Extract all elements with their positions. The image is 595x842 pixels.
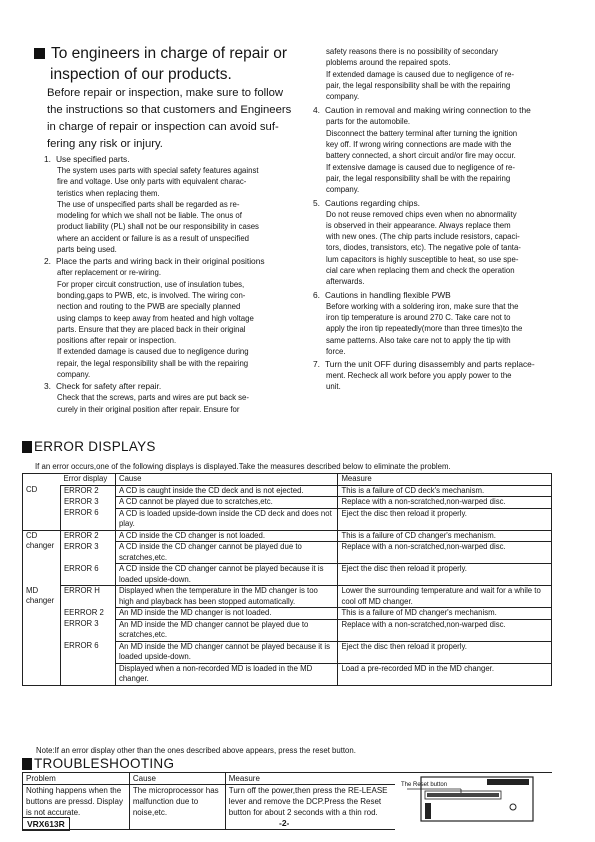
item-5-body: Do not reuse removed chips even when no abnormality is observed in their appearance. Always replace them with new ones. (The chip parts include resistors, capaci- tors, diodes, transistors, etc). The negative pole of tanta- lum capacitors is highly susceptible to heat, so use spe- cial care when replacing them and check the operation afterwards. — [326, 209, 521, 287]
item-1-body: The system uses parts with special safety features against fire and voltage. Use only parts with equivalent charac- teristics when replacing them. The use of unspecified parts shall be regarded as re- modeling for which we shall not be liable. The onus of product liability (PL) shall not be our responsibility in cases where an accident or failure is as a result of unspecified parts being used. — [57, 166, 259, 255]
header-measure: Measure — [338, 474, 552, 486]
reset-button-figure-icon — [401, 775, 541, 823]
table-row — [23, 564, 552, 586]
code-cell: EERROR 2 — [60, 608, 115, 620]
code-cell: ERROR 3 — [60, 542, 115, 564]
cause-cell: An MD inside the MD changer cannot be played because it is loaded upside-down. — [115, 641, 338, 663]
cause-cell: A CD inside the CD changer cannot be played due to scratches,etc. — [115, 542, 338, 564]
header-problem: Problem — [23, 773, 130, 785]
cause-cell: A CD inside the CD changer is not loaded. — [115, 530, 338, 542]
item-3-title: 3. Check for safety after repair. — [44, 381, 162, 392]
code-cell: ERROR 3 — [60, 619, 115, 641]
intro-line: in charge of repair or inspection can avoid suf- — [47, 121, 279, 133]
bullet-square-icon — [22, 758, 32, 770]
problem-cell: Nothing happens when the buttons are pressd. Display is not accurate. — [23, 785, 130, 830]
measure-cell: Replace with a non-scratched,non-warped disc. — [338, 497, 552, 509]
troubleshooting-section-title — [22, 756, 174, 771]
error-intro: If an error occurs,one of the following displays is displayed.Take the measures described below to eliminate the problem. — [35, 462, 451, 471]
code-cell: ERROR 6 — [60, 564, 115, 586]
item-4-title: 4. Caution in removal and making wiring connection to the — [313, 105, 531, 116]
intro-title-line1: To engineers in charge of repair or — [51, 45, 288, 62]
code-cell: ERROR 6 — [60, 508, 115, 530]
intro-line: Before repair or inspection, make sure to follow — [47, 87, 284, 99]
item-7-title: 7. Turn the unit OFF during disassembly and parts replace- — [313, 359, 535, 370]
table-row — [23, 485, 552, 497]
item-1-title: 1. Use specified parts. — [44, 154, 130, 164]
cause-cell: An MD inside the MD changer is not loaded. — [115, 608, 338, 620]
table-row — [23, 641, 552, 663]
group-cell: CD — [23, 485, 61, 497]
item-7-body: ment. Recheck all work before you apply power to the unit. — [326, 371, 512, 392]
table-row — [23, 619, 552, 641]
error-table — [22, 473, 552, 686]
group-cell: MD changer — [23, 586, 61, 686]
measure-cell: Replace with a non-scratched,non-warped disc. — [338, 542, 552, 564]
model-number: VRX613R — [22, 817, 70, 831]
reset-button-label: The Reset button — [400, 782, 448, 788]
table-row — [23, 497, 552, 509]
cause-cell: Displayed when a non-recorded MD is loaded in the MD changer. — [115, 663, 338, 685]
item-4-body: parts for the automobile. Disconnect the battery terminal after turning the ignition key off. If wrong wiring connections are made with the battery connected, a short circuit and/or fire may occur. If extensive damage is caused due to negligence of re- pair, the legal responsibility shall be with the repairing company. — [326, 117, 518, 195]
cause-cell: An MD inside the MD changer cannot be played due to scratches,etc. — [115, 619, 338, 641]
measure-cell: Load a pre-recorded MD in the MD changer. — [338, 663, 552, 685]
measure-cell: Turn off the power,then press the RE-LEASE lever and remove the DCP.Press the Reset button for about 2 seconds with a thin rod. — [225, 785, 395, 830]
cause-cell: The microprocessor has malfunction due to noise,etc. — [129, 785, 225, 830]
intro-heading — [34, 43, 294, 85]
bullet-square-icon — [34, 48, 45, 59]
measure-cell: This is a failure of MD changer's mechanism. — [338, 608, 552, 620]
troubleshooting-header — [23, 773, 553, 785]
measure-cell: Lower the surrounding temperature and wait for a while to cool off MD changer. — [338, 586, 552, 608]
cause-cell: A CD inside the CD changer cannot be played because it is loaded upside-down. — [115, 564, 338, 586]
reset-figure-cell — [395, 773, 552, 830]
item-2-title: 2. Place the parts and wiring back in their original positions — [44, 256, 265, 267]
error-title-text: ERROR DISPLAYS — [34, 439, 156, 454]
left-column — [44, 154, 306, 415]
header-measure: Measure — [225, 773, 395, 785]
measure-cell: This is a failure of CD deck's mechanism. — [338, 485, 552, 497]
error-note: Note:If an error display other than the ones described above appears, press the reset button. — [36, 746, 356, 755]
table-row — [23, 586, 552, 608]
table-row — [23, 542, 552, 564]
measure-cell: Eject the disc then reload it properly. — [338, 508, 552, 530]
intro-line: fering any risk or injury. — [47, 138, 163, 150]
measure-cell: Replace with a non-scratched,non-warped disc. — [338, 619, 552, 641]
bullet-square-icon — [22, 441, 32, 453]
code-cell: ERROR 2 — [60, 485, 115, 497]
header-cause: Cause — [129, 773, 225, 785]
right-column — [313, 46, 573, 393]
intro-paragraph — [47, 85, 307, 153]
measure-cell: Eject the disc then reload it properly. — [338, 564, 552, 586]
intro-title-line2: inspection of our products. — [50, 66, 232, 83]
code-cell: ERROR 2 — [60, 530, 115, 542]
measure-cell: Eject the disc then reload it properly. — [338, 641, 552, 663]
code-cell: ERROR 6 — [60, 641, 115, 685]
cause-cell: A CD is caught inside the CD deck and is not ejected. — [115, 485, 338, 497]
troubleshooting-title-text: TROUBLESHOOTING — [34, 756, 175, 771]
code-cell: ERROR H — [60, 586, 115, 608]
measure-cell: This is a failure of CD changer's mechanism. — [338, 530, 552, 542]
intro-line: the instructions so that customers and Engineers — [47, 104, 292, 116]
item-6-body: Before working with a soldering iron, make sure that the iron tip temperature is around 270 C. Take care not to apply the iron tip repeatedly(more than three times)to the same patterns. Also take care not to apply the tip with force. — [326, 301, 523, 356]
item-3-continued: safety reasons there is no possibility of secondary ploblems around the repaired spots. If extended damage is caused due to negligence of re- pair, the legal responsibility shall be with the repairing company. — [326, 47, 515, 102]
error-section-title — [22, 439, 156, 454]
cause-cell: Displayed when the temperature in the MD changer is too high and playback has been stopped automatically. — [115, 586, 338, 608]
error-table-header — [23, 474, 552, 486]
code-cell: ERROR 3 — [60, 497, 115, 509]
table-row — [23, 530, 552, 542]
cause-cell: A CD cannot be played due to scratches,etc. — [115, 497, 338, 509]
item-6-title: 6. Cautions in handling flexible PWB — [313, 289, 451, 300]
item-2-body: after replacement or re-wiring. For proper circuit construction, use of insulation tubes, bonding,gaps to PWB, etc, is involved. The wiring con- nection and routing to the PWB are specially planned using clamps to keep away from heated and high voltage parts. Ensure that they are placed back in their original positions after repair or inspection. If extended damage is caused due to negligence during repair, the legal responsibility shall be with the repairing company. — [57, 268, 254, 380]
page-number: -2- — [279, 818, 290, 828]
table-row — [23, 508, 552, 530]
header-error-display: Error display — [60, 474, 115, 486]
header-cause: Cause — [115, 474, 338, 486]
item-3-body: Check that the screws, parts and wires are put back se- curely in their original position after repair. Ensure for — [57, 393, 249, 414]
cause-cell: A CD is loaded upside-down inside the CD deck and does not play. — [115, 508, 338, 530]
group-cell: CD changer — [23, 530, 61, 586]
table-row — [23, 608, 552, 620]
item-5-title: 5. Cautions regarding chips. — [313, 197, 420, 208]
